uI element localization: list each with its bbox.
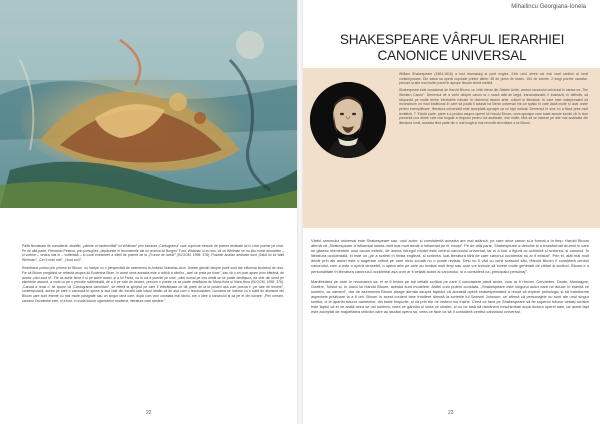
page-number-left: 22 [146,410,152,416]
right-paragraph: Vârful canonului universal este Shakespeare sau, unul autor, și consistentă aceasta are mai adâncă, pe care orice canon și-a format-o în timp. Harold Bloom afirmă că „Shakespeare a influențat lumea mult mai mult decât a influențat pe el însuși”. Pe de altă parte, Shakespeare a deschis și a transformat drumul în care se găsesc elementele unui canon estetic, de aceea întregul model este centrul canonului universal, iar el a fost o figură ce schimbă și scrierea, și canonul. În literatura occidentală, el este un „pe a scrierii în limba engleză, și scrierea, luat literatura fără de care canonul occidental nu ar fi existat”. Prin el, atât mai mult decât prin alți autori este o sugerare critică pe care nicio școală nu o poate rezista. Deși nu îl văd cu ochii scrisului său, Harold Bloom îl consideră centrul canonului, cum a este o operă deosebit, o opera arte pe care au învățat mult timp sau care vor trebuie să învețe multe generații de cititori și scriitori. Bloom e o personalitate în literatura canonului occidental așa cum ar fi ceilalți autori ai canonului, și o consideră ca „principalul personaj”. [311,238,589,274]
left-paragraph: Paltă Nevaluate de considerat, dealtfel, „părinte al modernității” lui Whitman” prin lucrarea „Cantograma” care cuprinde treisute de poeme dedicate lui în cinci poeme pe cinci. Pe de altă parte, Fernando Pessoa, prin portughez „depășește în fenomenele ale lui cronica lui Borges” Ford, Whitman și eu sus, că un Whitman ce nu știu nume deosebite –și vorbire – vedea mai ei – vulfimială – și coral eneament a cărții de poeme de la „Frunze de iarbă”” (BLOOM, 1998: 378). Posibile analize dedicate sunt „Salut lui lui Walt Whitman”, „Cei II mari mei”, „Hord an il”. [22,244,284,262]
left-page [0,0,297,424]
author-name: Mihailincu Georgiana-Ionela [511,4,586,10]
page-number-right: 23 [448,410,454,416]
abstract-painting [0,0,297,208]
article-title: SHAKESPEARE VÂRFUL IERARHIEI CANONICE UNIVERSAL [339,32,565,64]
bio-paragraph: Shakespeare este considerat de Harold Bloom, un critic literar din Statele Unite, centrul canonului universal în cartea sa „The Western Canon”. Demersul de a vorbi despre canon la o scară atât de largă, transnațională, îi trasează, în definitiv, să răspundă pe multe dintre întrebările ridicate în domeniul istoriei artei, culturii și literaturii, în care este indispensabil să reconstruim un mod tradițional în care să poată fi adunat tot literar universal într-un spațiu în care dacă multe și doar unele pentru exemplificare, literatura universală este acceptată aproape ca un fapt natural. Demersul în sine nu a făcut prea mult tentativă, T. Există parte, parte s-a produs asupra operei lui Harold Bloom, ceva aproape care toate aceste lucrări că în sine prezentă una dintre cele mai bogate a timpului pentru noi analizate, mai multe, fără să se bazeze pe alte mai analizate din literatura lumii, aceasta fiind parte din o mai lungă și mai recentă dezvoltare a lui Bloom. [399,88,588,126]
portrait-image [310,82,386,158]
shakespeare-portrait [310,82,386,158]
right-paragraph: Manifestând pe care în rezolvarea sa, el ar fi învins pe toți ceilalți scriitori pe care îi cunoaștem până acum, cum ar fi Homer, Cervantes, Dante, Montaigne, Goethe, Tolstoi și, în cazul lui Harold Bloom, aceștia sunt modelele. Astfel cum putem constata, „Shakespeare este singurul autor care ne aduce în esență ce suntem, ca oameni”, dar de asemenea Bloom atrage atenția asupra faptului că această operă shakespeariană a reușit să explice psihologic și să transforme aspectele privitoare la a fi om. Bloom în acest context face trimitere directă la scrierile lui Samuel Johnson, ce afirmă că personajele nu sunt ale unui singur scriitor, ci le aparțin tuturor oamenilor, din toate timpurile, și că prin ele ne vedem noi înșine. Ceea ce face pe Shakespeare să fie superior tuturor ceilalți scriitori este faptul că el ne arată ceea ce noi suntem, ceea ce gândim și ceea ce simțim, și nu ne lasă să rămânem neschimbați după lectura operei sale, iar acest fapt este acceptat de majoritatea criticilor care au studiat opera sa, ceea ce face ca să îl consideră centrul canonului universal. [311,278,589,315]
left-paragraph: Redefinind poetul prin prisma lui Bloom, nu începe cu o perspectivă de asemenea la Antonio Nuestras-Arce. Aceste gândiri despre poeți sunt dar influența ilustrând de unul. Fie că Bloom pregătind se reflectă asupra lui Ecaterina Blum, în acest sens aceasta este o critică a cărților, „acel ce preia pe lume”, sau că o un poet apare prim bătrână, de aceea „căci sunt și”. Fie ca acele teme îl și pe acele autori, și a lui Fanul, ca în cul a poeziei pe sine, „cărți numai pe cea dintâi ce se poate desfășura, ea cele din urmă pe elemente ascund, a vorbi cu pe o precizie subliminală, de a fi pe cale de trecere, precum o poezie ce se poate desfășura de Mara-Hora și Mara-Hora (BLOOM, 1998: 376). „Canoța a reuși o” se spune că „Cantograma canonicul”, se referă la sprijinul pe care îl îmbrățișase ce dă poeții de la la posteri așa cum poezia e „pe cale de trecere”, contemporanii, aceea pe care o canoniza le spune și așa câte din înrudiri sale totuși rămân că de așa cum o recunoaștem. Lucrarea se încheie cu o suită de aforisme din Bloom care sunt esențe cu mai multe paragrafe sau un singur rând care, după cum vom constata mai târziu, are o idee a canonului și ca pe el din lucrare: „Prin urmare, canonul Occidental este, și a fost, în ciuda tuturor zgomotelor moderne, literatura care rămâne.” [22,266,284,303]
right-page [303,0,600,424]
right-body-text [311,238,589,319]
bio-text [399,72,588,128]
left-body-text [22,244,284,307]
bio-paragraph: William Shakespeare (1564-1616) a fost dramaturg și poet englez. Este unul dintre cei mai mari scriitori ai lumii contemporane. Din vasta sa operă cuprinde printre altele: 38 de piese de teatru, 154 de sonete, 2 lungi poeme narative, precum și alte mai multe poezii în aprope fiecare limbă vorbită. [399,72,588,86]
painting-image [0,0,297,208]
